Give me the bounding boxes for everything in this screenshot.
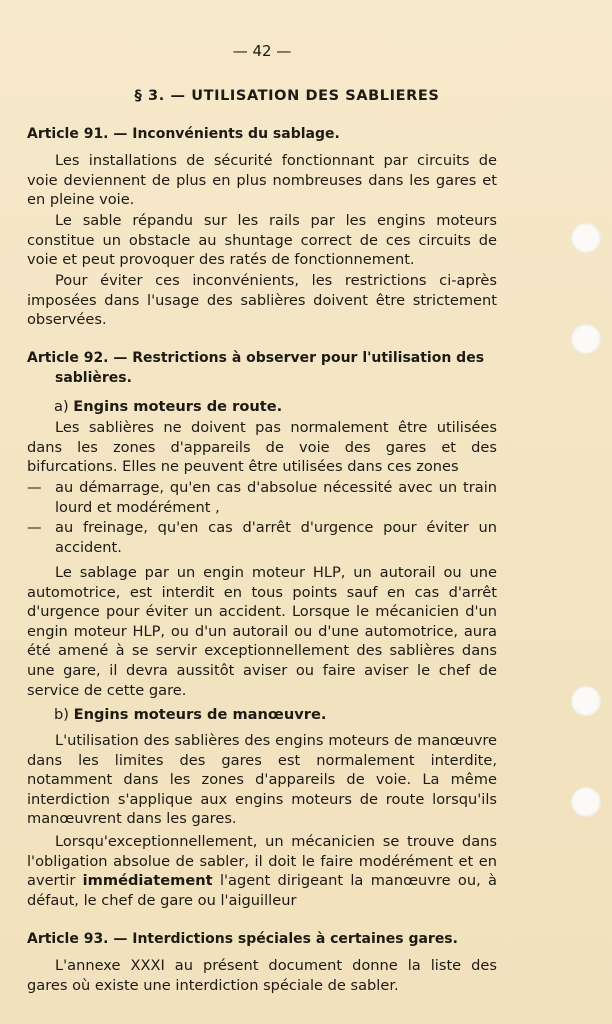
heading-separator: —	[108, 931, 133, 947]
heading-separator: —	[108, 126, 133, 142]
article-title: Restrictions à observer pour l'utilisation des sablières.	[55, 350, 485, 386]
article-number: Article 92.	[27, 350, 109, 366]
dash-item-text: au démarrage, qu'en cas d'absolue nécessité avec un train lourd et modérément ,	[55, 479, 497, 516]
article-title: Inconvénients du sablage.	[132, 126, 340, 142]
subsection-title: Engins moteurs de route.	[73, 398, 283, 415]
heading-separator: —	[108, 350, 133, 366]
subsection-letter: a)	[54, 398, 74, 415]
article-93-heading	[27, 929, 497, 949]
emphasis-text: immédiatement	[82, 872, 213, 890]
binder-hole	[571, 686, 601, 716]
page-number: — 42 —	[232, 42, 292, 60]
binder-hole	[571, 324, 601, 354]
article-91-paragraph: Pour éviter ces inconvénients, les restrictions ci-après imposées dans l'usage des sablières doivent être strictement observées.	[27, 272, 497, 329]
article-91-heading	[27, 124, 497, 144]
paragraph-text: l'agent dirigeant la manœuvre ou, à défaut, le chef de gare ou l'aiguilleur	[27, 872, 497, 909]
dash-item-text: au freinage, qu'en cas d'arrêt d'urgence pour éviter un accident.	[55, 519, 497, 556]
article-91-paragraph: Les installations de sécurité fonctionnant par circuits de voie deviennent de plus en plus nombreuses dans les gares et en pleine voie.	[27, 152, 497, 209]
article-92-heading	[27, 348, 497, 388]
binder-hole	[571, 787, 601, 817]
dash-marker: —	[27, 519, 42, 536]
dash-marker: —	[27, 479, 42, 496]
article-92-paragraph: Les sablières ne doivent pas normalement être utilisées dans les zones d'appareils de voie des gares et des bifurcations. Elles ne peuvent être utilisées dans ces zones	[27, 419, 497, 476]
subsection-a-heading	[54, 397, 497, 417]
article-92-paragraph	[27, 832, 497, 910]
subsection-b-heading	[54, 705, 497, 725]
article-number: Article 93.	[27, 931, 109, 947]
dash-list-item	[27, 478, 497, 517]
article-number: Article 91.	[27, 126, 109, 142]
dash-list-item	[27, 518, 497, 557]
article-92-paragraph: Le sablage par un engin moteur HLP, un autorail ou une automotrice, est interdit en tous points sauf en cas d'arrêt d'urgence pour éviter un accident. Lorsque le mécanicien d'un engin moteur HLP, ou d'un autorail ou d'une automotrice, aura été amené à se servir exceptionnellement des sablières dans une gare, il devra aussitôt aviser ou faire aviser le chef de service de cette gare.	[27, 564, 497, 699]
paragraph-text: Lorsqu'exceptionnellement, un mécanicien se trouve dans l'obligation absolue de sabler, il doit le faire modérément et en avertir	[27, 833, 497, 890]
section-title: § 3. — UTILISATION DES SABLIERES	[134, 88, 440, 104]
article-title: Interdictions spéciales à certaines gares.	[132, 931, 458, 947]
binder-hole	[571, 223, 601, 253]
article-92-paragraph: L'utilisation des sablières des engins moteurs de manœuvre dans les limites des gares est normalement interdite, notamment dans les zones d'appareils de voie. La même interdiction s'applique aux engins moteurs de route lorsqu'ils manœuvrent dans les gares.	[27, 732, 497, 828]
article-91-paragraph: Le sable répandu sur les rails par les engins moteurs constitue un obstacle au shuntage correct de ces circuits de voie et peut provoquer des ratés de fonctionnement.	[27, 212, 497, 269]
subsection-letter: b)	[54, 706, 74, 723]
subsection-title: Engins moteurs de manœuvre.	[73, 706, 327, 723]
article-93-paragraph: L'annexe XXXI au présent document donne la liste des gares où existe une interdiction spéciale de sabler.	[27, 957, 497, 994]
